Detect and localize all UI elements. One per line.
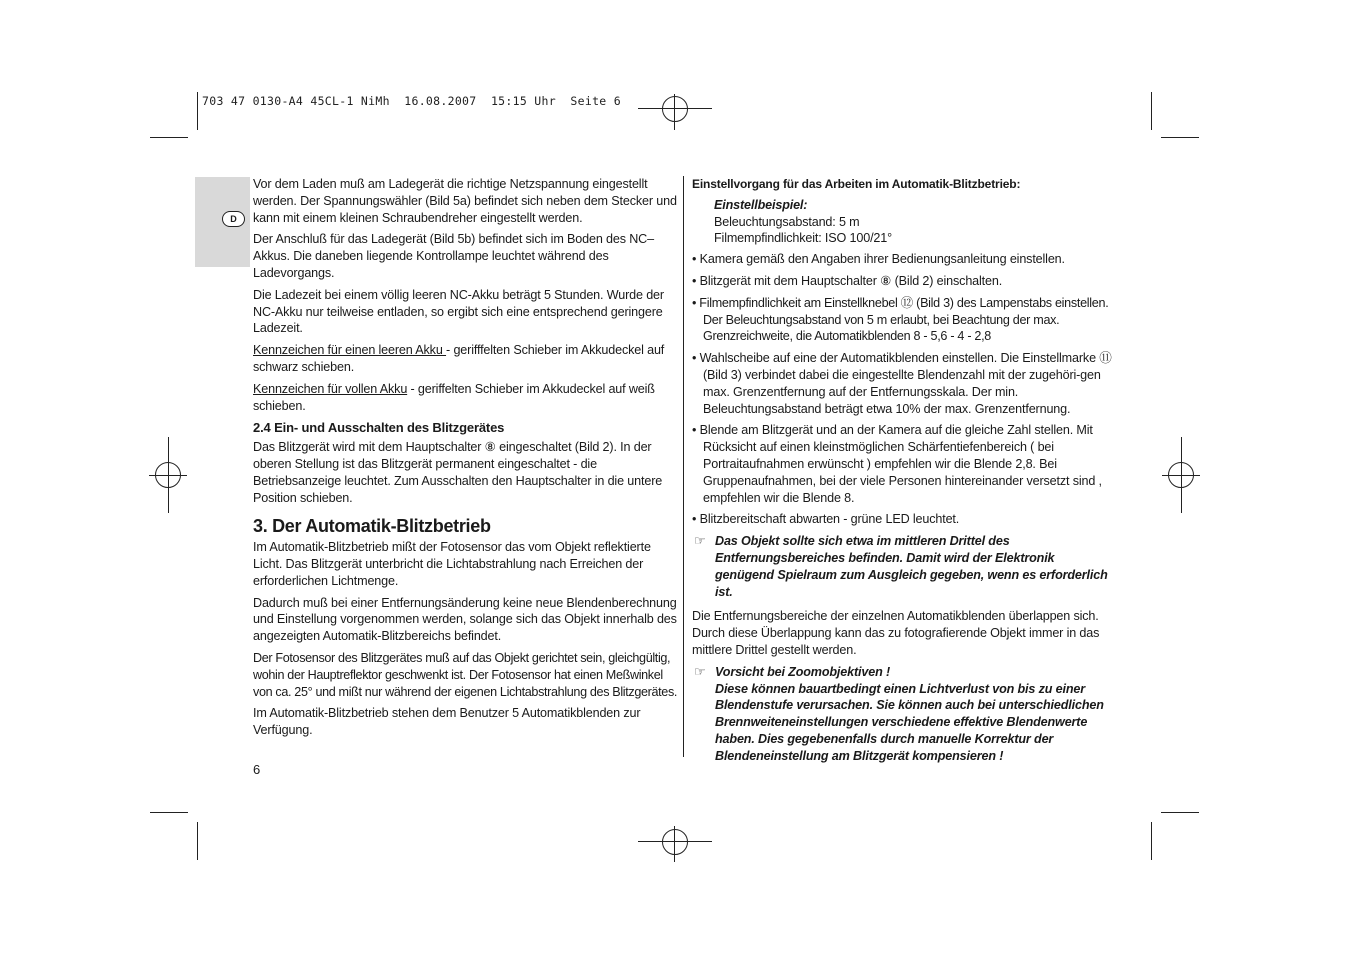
paragraph: Das Blitzgerät wird mit dem Hauptschalter ⑧ eingeschaltet (Bild 2). In der oberen Stellung ist das Blitzgerät permanent eingeschaltet - die Betriebsanzeige leuchtet. Zum Ausschalten den Hauptschalter in die untere Position schieben. — [253, 440, 663, 505]
note-title: Vorsicht bei Zoomobjektiven ! — [715, 664, 891, 679]
list-item: • Wahlscheibe auf eine der Automatikblenden einstellen. Die Einstellmarke ⑪ (Bild 3) verbindet dabei die eingestellte Blendenzahl mit der zugehöri-gen max. Grenzentfernung auf der Entfernungsskala. Der min. Beleuchtungsabstand beträgt etwa 10% der max. Grenzentfernung. — [692, 351, 1112, 416]
crop-mark — [197, 822, 198, 860]
paragraph: Dadurch muß bei einer Entfernungsänderung keine neue Blendenberechnung und Einstellung vorgenommen werden, solange sich das Objekt innerhalb des angezeigten Automatik-Blitzbereichs befindet. — [253, 595, 677, 644]
chapter-heading: 3. Der Automatik-Blitzbetrieb — [253, 516, 491, 537]
paragraph: Der Fotosensor des Blitzgerätes muß auf das Objekt gerichtet sein, gleichgültig, wohin der Hauptreflektor geschwenkt ist. Der Fotosensor hat einen Meßwinkel von ca. 25° und mißt nur während der eigenen Lichtabstrahlung des Blitzgerätes. — [253, 650, 678, 699]
example-line: Beleuchtungsabstand: 5 m — [714, 214, 860, 229]
example-block — [692, 197, 1112, 247]
list-item: • Kamera gemäß den Angaben ihrer Bedienungsanleitung einstellen. — [692, 252, 1065, 267]
crop-mark — [150, 137, 188, 138]
print-header-line: 703 47 0130-A4 45CL-1 NiMh 16.08.2007 15:15 Uhr Seite 6 — [202, 94, 621, 108]
crop-mark — [1151, 92, 1152, 130]
paragraph: Die Ladezeit bei einem völlig leeren NC-Akku beträgt 5 Stunden. Wurde der NC-Akku nur teilweise entladen, so ergibt sich eine entsprechend geringere Ladezeit. — [253, 287, 664, 336]
note-block — [692, 664, 1112, 765]
example-label: Einstellbeispiel: — [714, 197, 808, 212]
note-text: Diese können bauartbedingt einen Lichtverlust von bis zu einer Blendenstufe verursachen. Sie können auch bei unterschiedlichen Brennweiteneinstellungen verschiedene effektive Blendenwerte haben. Dies gegebenenfalls durch manuelle Korrektur der Blendeneinstellung am Blitzgerät kompensieren ! — [715, 681, 1104, 763]
paragraph: Kennzeichen für vollen Akku - geriffelten Schieber im Akkudeckel auf weiß schieben. — [253, 381, 655, 413]
crop-mark — [197, 92, 198, 130]
list-item: • Blende am Blitzgerät und an der Kamera auf die gleiche Zahl stellen. Mit Rücksicht auf einen kleinstmöglichen Schärfentiefenbereich ( bei Portraitaufnahmen erwünscht ) empfehlen wir die Blende 2,8. Bei Gruppenaufnahmen, bei der viele Personen hintereinander versetzt sind , empfehlen wir die Blende 8. — [692, 423, 1102, 505]
paragraph: Der Anschluß für das Ladegerät (Bild 5b) befindet sich im Boden des NC–Akkus. Die daneben liegende Kontrollampe leuchtet während des Ladevorgangs. — [253, 232, 654, 280]
note-block — [692, 533, 1112, 600]
example-line: Filmempfindlichkeit: ISO 100/21° — [714, 231, 893, 246]
full-battery-label: Kennzeichen für vollen Akku — [253, 381, 408, 396]
language-badge: D — [222, 211, 245, 227]
procedure-heading: Einstellvorgang für das Arbeiten im Automatik-Blitzbetrieb: — [692, 177, 1021, 191]
crop-mark — [1161, 137, 1199, 138]
paragraph: Vor dem Laden muß am Ladegerät die richtige Netzspannung eingestellt werden. Der Spannungswähler (Bild 5a) befindet sich neben dem Stecker und kann mit einem kleinen Schraubendreher eingestellt werden. — [253, 177, 677, 225]
paragraph: Im Automatik-Blitzbetrieb stehen dem Benutzer 5 Automatikblenden zur Verfügung. — [253, 706, 641, 738]
crop-mark — [1161, 812, 1199, 813]
empty-battery-label: Kennzeichen für einen leeren Akku — [253, 343, 447, 358]
paragraph: Im Automatik-Blitzbetrieb mißt der Fotosensor das vom Objekt reflektierte Licht. Das Blitzgerät unterbricht die Lichtabstrahlung nach Erreichen der erforderlichen Lichtmenge. — [253, 540, 651, 588]
right-column — [692, 176, 1112, 771]
list-item: • Filmempfindlichkeit am Einstellknebel ⑫ (Bild 3) des Lampenstabs einstellen. Der Beleuchtungsabstand von 5 m erlaubt, bei Beachtung der max. Grenzreichweite, die Automatikblenden 8 - 5,6 - 4 - 2,8 — [692, 295, 1109, 344]
note-text: Das Objekt sollte sich etwa im mittleren Drittel des Entfernungsbereiches befinden. Damit wird der Elektronik genügend Spielraum zum Ausgleich gegeben, wenn es erforderlich ist. — [715, 534, 1108, 599]
crop-mark — [150, 812, 188, 813]
pointing-hand-icon: ☞ — [694, 663, 706, 679]
paragraph: Die Entfernungsbereiche der einzelnen Automatikblenden überlappen sich. Durch diese Überlappung kann das zu fotografierende Objekt immer in das mittlere Drittel gestellt werden. — [692, 609, 1100, 657]
list-item: • Blitzbereitschaft abwarten - grüne LED leuchtet. — [692, 512, 960, 527]
section-heading: 2.4 Ein- und Ausschalten des Blitzgerätes — [253, 420, 505, 436]
pointing-hand-icon: ☞ — [694, 533, 706, 549]
crop-mark — [1151, 822, 1152, 860]
paragraph: Kennzeichen für einen leeren Akku - gerifffelten Schieber im Akkudeckel auf schwarz schieben. — [253, 343, 665, 374]
list-item: • Blitzgerät mit dem Hauptschalter ⑧ (Bild 2) einschalten. — [692, 273, 1003, 288]
column-divider — [683, 176, 684, 757]
page-number: 6 — [253, 762, 261, 777]
left-column — [253, 176, 678, 744]
